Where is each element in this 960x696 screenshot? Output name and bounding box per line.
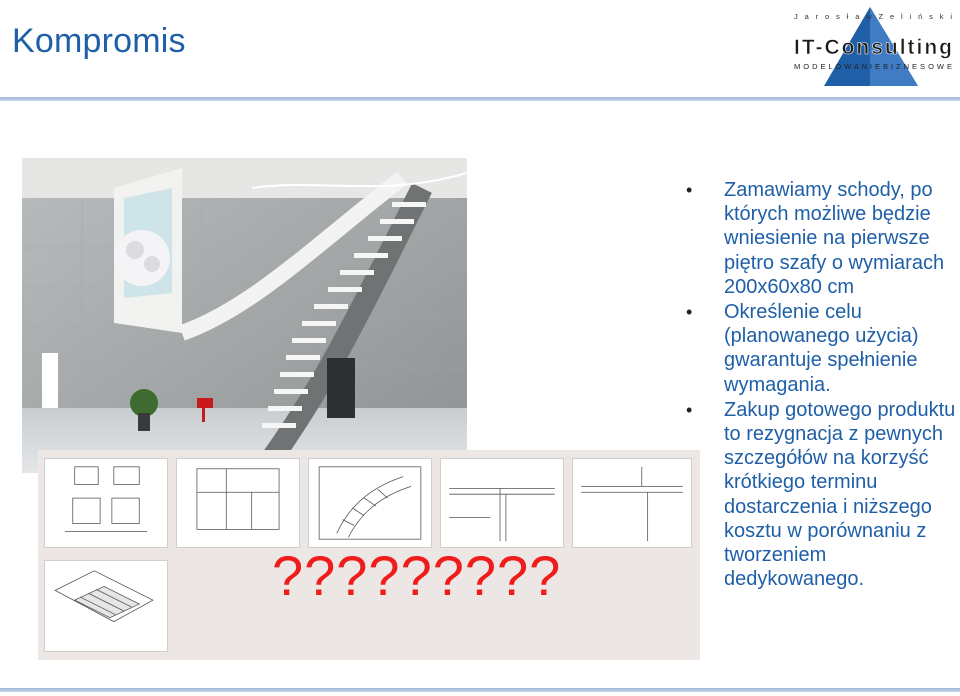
detail-drawing-2 [572,458,692,548]
bullet-list [686,178,958,592]
header-rule [0,97,960,101]
isometric-stair-drawing [44,560,168,652]
it-consulting-logo [792,6,954,86]
bullet-item [686,178,958,299]
slide-title: Kompromis [12,22,186,60]
staircase-photo [22,158,467,473]
bullet-item [686,398,958,592]
bullet-text: Zakup gotowego produktu to rezygnacja z pewnych szczegółów na korzyść krótkiego terminu dostarczenia i niższego kosztu w porównaniu z tworzeniem dedykowanego. [724,398,956,591]
question-marks: ????????? [272,544,562,607]
logo-brand: IT-Consulting [794,36,952,59]
footer-rule [0,688,960,692]
floor-plan-drawing-2 [176,458,300,548]
floor-plan-drawing-1 [44,458,168,548]
detail-drawing-1 [440,458,564,548]
logo-top-letters: J a r o s ł a w Z e l i ń s k i [794,12,952,21]
bullet-dot: • [686,302,693,323]
bullet-dot: • [686,180,693,200]
bullet-item [686,300,958,397]
logo-tagline: M O D E L O W A N I E B I Z N E S O W E [794,62,952,71]
bullet-text: Określenie celu (planowanego użycia) gwarantuje spełnienie wymagania. [724,301,919,396]
bullet-text: Zamawiamy schody, po których możliwe będzie wniesienie na pierwsze piętro szafy o wymiarach 200x60x80 cm [724,179,945,298]
stair-plan-drawing [308,458,432,548]
bullet-dot: • [686,399,693,420]
